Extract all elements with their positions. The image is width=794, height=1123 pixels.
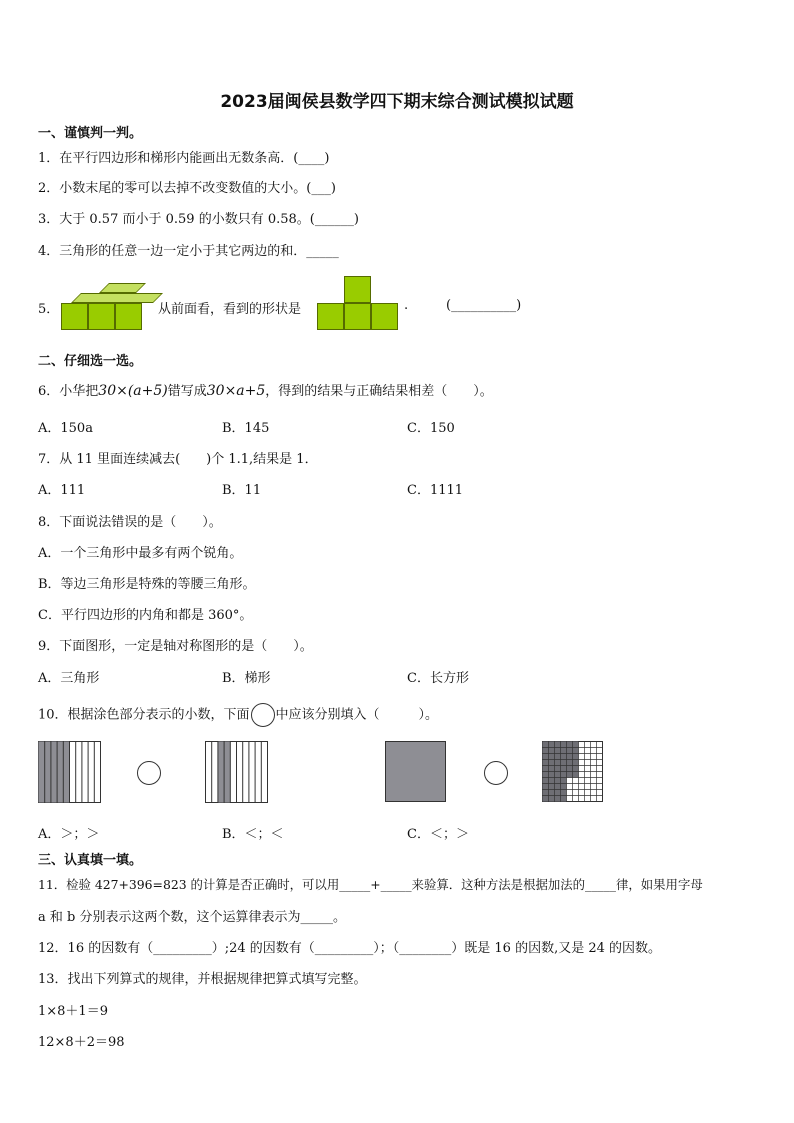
front-view-figure: [317, 276, 399, 331]
question-6-pre: 6．小华把: [38, 384, 99, 399]
question-6-expr-1: 30×(a+5): [98, 383, 168, 399]
question-12: 12．16 的因数有（_________）;24 的因数有（_________）；（________）既是 16 的因数,又是 24 的因数。: [38, 941, 662, 956]
section-heading-3: 三、认真填一填。: [38, 853, 143, 868]
section-heading-2: 二、仔细选一选。: [38, 354, 143, 369]
whole-square-figure: [385, 741, 447, 803]
section-heading-1: 一、谨慎判一判。: [38, 126, 143, 141]
question-10-option-b: B．＜；＜: [222, 827, 284, 842]
question-13: 13．找出下列算式的规律，并根据规律把算式填写完整。: [38, 972, 367, 987]
question-10-post: 中应该分别填入（ ）。: [275, 707, 439, 723]
cube: [61, 303, 88, 330]
cube-top-face: [71, 293, 163, 303]
equation-1: 1×8＋1＝9: [38, 1004, 108, 1019]
compare-circle-icon: [137, 761, 161, 785]
equation-2: 12×8＋2＝98: [38, 1035, 125, 1050]
square: [344, 303, 371, 330]
question-5-dot: .: [404, 298, 409, 313]
question-7-option-c: C．1111: [407, 483, 464, 498]
question-8-option-b: B．等边三角形是特殊的等腰三角形。: [38, 577, 256, 592]
square: [317, 303, 344, 330]
question-6-expr-2: 30×a+5: [206, 383, 266, 399]
compare-circle-icon: [484, 761, 508, 785]
question-8-option-c: C．平行四边形的内角和都是 360°。: [38, 608, 253, 623]
question-9-option-a: A．三角形: [38, 671, 100, 686]
question-5-blank: (__________): [446, 298, 522, 313]
question-6-option-c: C．150: [407, 421, 455, 436]
inline-circle-icon: [251, 703, 275, 727]
page-title: 2023届闽侯县数学四下期末综合测试模拟试题: [220, 92, 574, 112]
question-10-option-a: A．＞；＞: [38, 827, 100, 842]
hundredths-grid-figure: [542, 741, 604, 803]
question-10: [38, 703, 438, 727]
question-8-option-a: A．一个三角形中最多有两个锐角。: [38, 546, 243, 561]
question-4: 4．三角形的任意一边一定小于其它两边的和．_____: [38, 244, 339, 259]
question-7: 7．从 11 里面连续减去( )个 1.1,结果是 1．: [38, 452, 318, 467]
question-11-line-1: 11．检验 427+396=823 的计算是否正确时，可以用_____+_____来验算．这种方法是根据加法的_____律，如果用字母: [38, 877, 703, 892]
question-6-post: ，得到的结果与正确结果相差（ ）。: [265, 384, 493, 399]
cube-stack-figure: [61, 283, 156, 331]
question-6-option-b: B．145: [222, 421, 270, 436]
question-1: 1．在平行四边形和梯形内能画出无数条高．(____): [38, 151, 330, 166]
question-10-pre: 10．根据涂色部分表示的小数，下面: [38, 707, 250, 723]
question-11-line-2: a 和 b 分别表示这两个数，这个运算律表示为_____。: [38, 910, 346, 925]
question-9-option-b: B．梯形: [222, 671, 271, 686]
question-6-mid: 错写成: [167, 384, 207, 399]
tenths-strip-figure-1: [38, 741, 102, 803]
square: [344, 276, 371, 303]
question-6: [38, 380, 493, 399]
square: [371, 303, 398, 330]
question-3: 3．大于 0.57 而小于 0.59 的小数只有 0.58。(______): [38, 212, 359, 227]
question-6-option-a: A．150a: [38, 421, 93, 436]
question-5-text: 从前面看，看到的形状是: [158, 302, 302, 317]
cube: [88, 303, 115, 330]
question-5-number: 5．: [38, 302, 60, 317]
shaded-square: [386, 742, 446, 802]
tenths-strip-figure-2: [205, 741, 269, 803]
question-2: 2．小数末尾的零可以去掉不改变数值的大小。(___): [38, 181, 336, 196]
shaded-region: [39, 742, 70, 803]
question-9: 9．下面图形，一定是轴对称图形的是（ ）。: [38, 639, 313, 654]
question-7-option-a: A．111: [38, 483, 86, 498]
cube-top-face: [99, 283, 146, 293]
cube: [115, 303, 142, 330]
question-8: 8．下面说法错误的是（ ）。: [38, 515, 222, 530]
question-9-option-c: C．长方形: [407, 671, 469, 686]
question-10-option-c: C．＜；＞: [407, 827, 469, 842]
question-7-option-b: B．11: [222, 483, 262, 498]
